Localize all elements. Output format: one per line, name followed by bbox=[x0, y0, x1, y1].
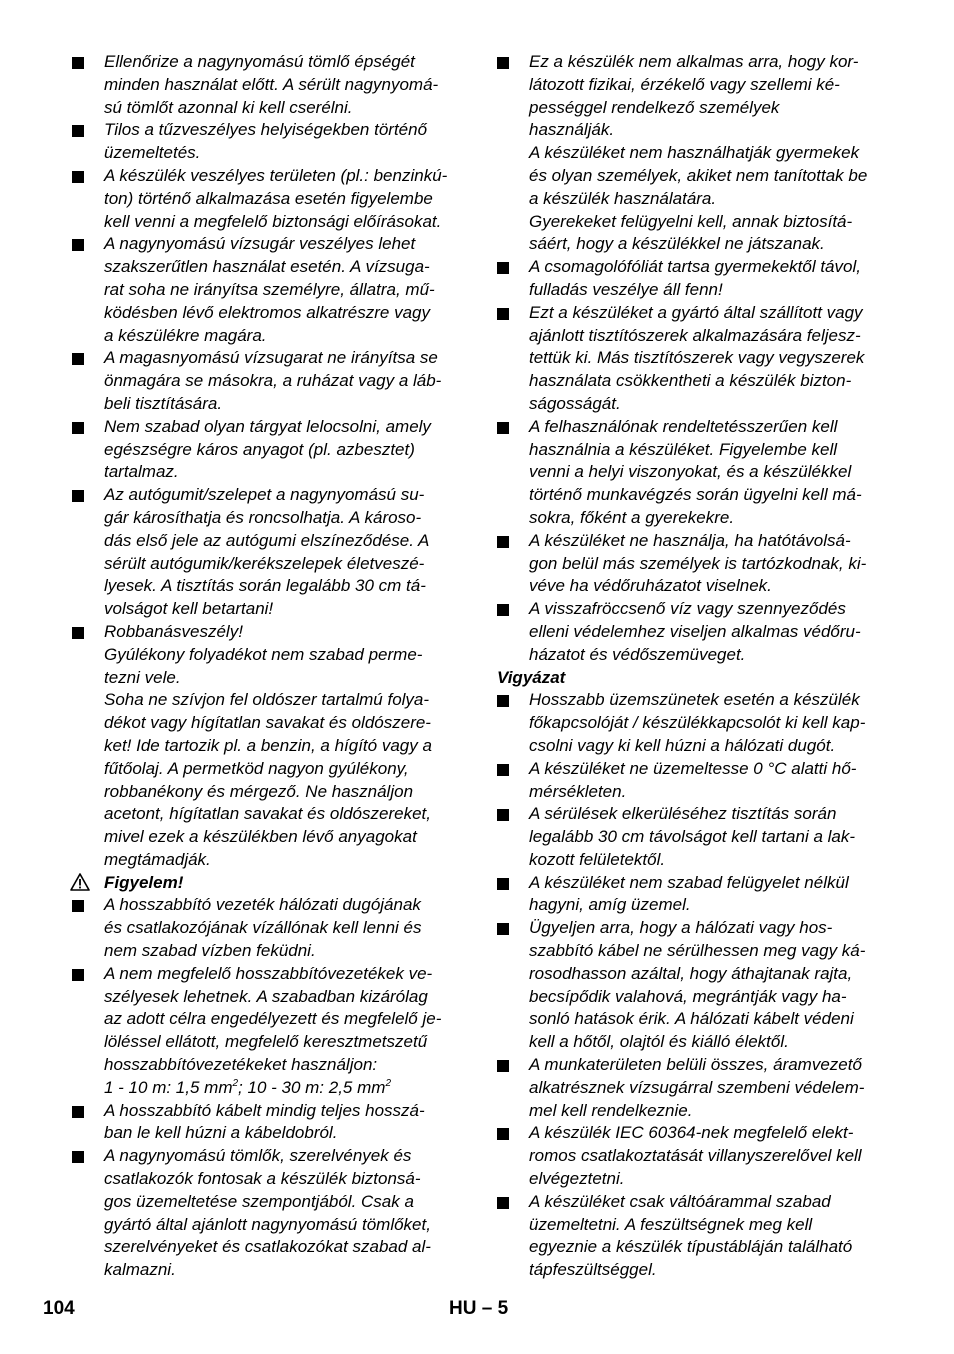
bullet-item bbox=[72, 347, 464, 415]
text-line: romos csatlakoztatását villanyszerelővel kell bbox=[529, 1146, 862, 1166]
text-line: és csatlakozójának vízállónak kell lenni és bbox=[104, 918, 422, 938]
section-heading: Vigyázat bbox=[497, 667, 566, 687]
bullet-item bbox=[497, 530, 891, 598]
bullet-square-icon bbox=[72, 627, 84, 639]
bullet-square-icon bbox=[72, 490, 84, 502]
bullet-item bbox=[497, 872, 891, 918]
text-line: Az autógumit/szelepet a nagynyomású su- bbox=[104, 485, 425, 505]
text-line: A felhasználónak rendeltetésszerűen kell bbox=[529, 416, 838, 436]
bullet-item bbox=[72, 1100, 464, 1146]
text-line: becsípődik valahová, megrántják vagy ha- bbox=[529, 986, 847, 1006]
text-line: sú tömlőt azonnal ki kell cserélni. bbox=[104, 97, 353, 117]
text-line: egyeznie a készülék típustábláján található bbox=[529, 1237, 853, 1257]
text-line: legalább 30 cm távolságot kell tartani a lak- bbox=[529, 827, 856, 847]
text-line: kalmazni. bbox=[104, 1260, 176, 1280]
text-line: házatot és védőszemüveget. bbox=[529, 644, 746, 664]
text-line: főkapcsolóját / készülékkapcsolót ki kell kap- bbox=[529, 713, 866, 733]
bullet-item bbox=[72, 233, 464, 347]
text-line: tettük ki. Más tisztítószerek vagy vegyszerek bbox=[529, 348, 865, 368]
text-line: mivel ezek a készülékben lévő anyagokat bbox=[104, 827, 417, 847]
text-line: rat soha ne irányítsa személyre, állatra, mű- bbox=[104, 279, 435, 299]
bullet-item bbox=[72, 416, 464, 484]
text-line: Gyerekeket felügyelni kell, annak biztosítá- bbox=[529, 211, 853, 231]
text-line: beli tisztítására. bbox=[104, 393, 223, 413]
bullet-item bbox=[72, 165, 464, 233]
bullet-square-icon bbox=[497, 878, 509, 890]
text-line: rosodhasson azáltal, hogy áthajtanak rajta, bbox=[529, 963, 853, 983]
text-line: A készülék veszélyes területen (pl.: benzinkú- bbox=[104, 165, 448, 185]
cable-spec-line bbox=[104, 1077, 464, 1100]
text-line: nem szabad vízben feküdni. bbox=[104, 941, 316, 961]
text-line: A sérülések elkerüléséhez tisztítás során bbox=[529, 804, 837, 824]
text-line: ket! Ide tartozik pl. a benzin, a hígító vagy a bbox=[104, 735, 432, 755]
bullet-square-icon bbox=[72, 57, 84, 69]
text-line: szabbító kábel ne sérülhessen meg vagy ká- bbox=[529, 941, 866, 961]
text-line: dás első jele az autógumi elszíneződése. A bbox=[104, 530, 430, 550]
text-line: csatlakozók fontosak a készülék biztonsá- bbox=[104, 1169, 421, 1189]
bullet-square-icon bbox=[497, 308, 509, 320]
bullet-square-icon bbox=[497, 422, 509, 434]
text-line: Nem szabad olyan tárgyat lelocsolni, amely bbox=[104, 416, 431, 436]
text-line: gár károsíthatja és roncsolhatja. A károso- bbox=[104, 507, 422, 527]
text-line: Ezt a készüléket a gyártó által szállított vagy bbox=[529, 302, 863, 322]
spec-part: 1 - 10 m: 1,5 mm bbox=[104, 1077, 233, 1097]
text-line: alkatrésznek vízsugárral szembeni védelem- bbox=[529, 1077, 865, 1097]
bullet-square-icon bbox=[497, 57, 509, 69]
text-line: használata csökkentheti a készülék bizton- bbox=[529, 371, 852, 391]
text-line: acetont, hígítatlan savakat és oldószereket, bbox=[104, 804, 431, 824]
bullet-square-icon bbox=[72, 900, 84, 912]
text-line: A nagynyomású tömlők, szerelvények és bbox=[104, 1146, 412, 1166]
bullet-item bbox=[72, 621, 464, 872]
spec-part: ; 10 - 30 m: 2,5 mm bbox=[238, 1077, 386, 1097]
bullet-item bbox=[72, 51, 464, 119]
bullet-item bbox=[497, 758, 891, 804]
text-line: A hosszabbító vezeték hálózati dugójának bbox=[104, 895, 421, 915]
text-line: A munkaterületen belüli összes, áramvezető bbox=[529, 1055, 862, 1075]
text-line: Figyelem! bbox=[104, 872, 184, 892]
bullet-square-icon bbox=[497, 1197, 509, 1209]
bullet-item bbox=[72, 1145, 464, 1282]
text-line: sonló hatások érik. A hálózati kábelt védeni bbox=[529, 1009, 854, 1029]
warning-triangle-icon bbox=[70, 873, 90, 891]
text-line: fűtőolaj. A permetköd nagyon gyúlékony, bbox=[104, 758, 409, 778]
bullet-item bbox=[497, 917, 891, 1054]
text-line: Ügyeljen arra, hogy a hálózati vagy hos- bbox=[529, 918, 833, 938]
bullet-item bbox=[497, 1054, 891, 1122]
text-line: venni a helyi viszonyokat, és a készülékkel bbox=[529, 462, 852, 482]
text-line: A készüléket ne üzemeltesse 0 °C alatti hő- bbox=[529, 758, 857, 778]
text-line: A csomagolófóliát tartsa gyermekektől távol, bbox=[529, 257, 861, 277]
text-line: használják. bbox=[529, 120, 615, 140]
text-line: sokra, főként a gyerekekre. bbox=[529, 507, 735, 527]
text-line: A magasnyomású vízsugarat ne irányítsa se bbox=[104, 348, 438, 368]
text-line: Tilos a tűzveszélyes helyiségekben történő bbox=[104, 120, 428, 140]
text-line: mel kell rendelkeznie. bbox=[529, 1100, 693, 1120]
left-column bbox=[72, 51, 464, 1282]
text-line: Robbanásveszély! bbox=[104, 621, 243, 641]
text-line: A készüléket ne használja, ha hatótávolsá- bbox=[529, 530, 851, 550]
text-line: kell a hőtől, olajtól és kiálló élektől. bbox=[529, 1032, 789, 1052]
text-line: ködésben lévő elektromos alkatrészre vagy bbox=[104, 302, 430, 322]
bullet-square-icon bbox=[497, 604, 509, 616]
bullet-square-icon bbox=[497, 695, 509, 707]
text-line: gyártó által ajánlott nagynyomású tömlőket, bbox=[104, 1214, 431, 1234]
bullet-item bbox=[497, 1122, 891, 1190]
bullet-item bbox=[72, 894, 464, 962]
text-line: tartalmaz. bbox=[104, 462, 179, 482]
text-line: sáért, hogy a készülékkel ne játszanak. bbox=[529, 234, 825, 254]
text-line: Gyúlékony folyadékot nem szabad perme- bbox=[104, 644, 423, 664]
text-line: dékot vagy hígítatlan savakat és oldószere- bbox=[104, 713, 431, 733]
bullet-square-icon bbox=[497, 262, 509, 274]
text-line: ságosságát. bbox=[529, 393, 621, 413]
bullet-square-icon bbox=[72, 171, 84, 183]
text-line: egészségre káros anyagot (pl. azbesztet) bbox=[104, 439, 415, 459]
text-line: önmagára se másokra, a ruházat vagy a láb- bbox=[104, 371, 442, 391]
text-line: Hosszabb üzemszünetek esetén a készülék bbox=[529, 690, 860, 710]
text-line: A visszafröccsenő víz vagy szennyeződés bbox=[529, 599, 846, 619]
text-line: hosszabbítóvezetékeket használjon: bbox=[104, 1055, 378, 1075]
text-line: Soha ne szívjon fel oldószer tartalmú folya- bbox=[104, 690, 430, 710]
text-line: Ez a készülék nem alkalmas arra, hogy kor- bbox=[529, 52, 859, 71]
text-line: mérsékleten. bbox=[529, 781, 627, 801]
bullet-item bbox=[497, 51, 891, 256]
text-line: pességgel rendelkező személyek bbox=[529, 97, 780, 117]
text-line: minden használat előtt. A sérült nagynyomá- bbox=[104, 74, 439, 94]
text-line: hagyni, amíg üzemel. bbox=[529, 895, 691, 915]
text-line: A hosszabbító kábelt mindig teljes hosszá- bbox=[104, 1100, 425, 1120]
text-line: és olyan személyek, akiket nem tanítottak be bbox=[529, 165, 868, 185]
warning-heading bbox=[72, 872, 464, 895]
bullet-square-icon bbox=[497, 764, 509, 776]
text-line: a készülék használatára. bbox=[529, 188, 717, 208]
bullet-square-icon bbox=[497, 809, 509, 821]
text-line: ton) történő alkalmazása esetén figyelembe bbox=[104, 188, 433, 208]
bullet-item bbox=[497, 302, 891, 416]
page-number: 104 bbox=[43, 1298, 75, 1319]
bullet-square-icon bbox=[497, 1128, 509, 1140]
text-line: elvégeztetni. bbox=[529, 1169, 625, 1189]
text-line: üzemeltetés. bbox=[104, 143, 201, 163]
bullet-square-icon bbox=[72, 125, 84, 137]
text-line: tápfeszültséggel. bbox=[529, 1260, 657, 1280]
text-line: volságot kell betartani! bbox=[104, 599, 274, 619]
bullet-square-icon bbox=[72, 239, 84, 251]
text-line: kozott felületektől. bbox=[529, 849, 666, 869]
text-line: A készülék IEC 60364-nek megfelelő elekt- bbox=[529, 1123, 854, 1143]
text-line: löléssel ellátott, megfelelő keresztmetszetű bbox=[104, 1032, 428, 1052]
right-column bbox=[497, 51, 891, 1282]
text-line: A nem megfelelő hosszabbítóvezetékek ve- bbox=[104, 963, 433, 983]
spec-superscript: 2 bbox=[385, 1077, 391, 1089]
bullet-square-icon bbox=[497, 923, 509, 935]
bullet-item bbox=[497, 598, 891, 666]
text-line: gos üzemeltetése szempontjából. Csak a bbox=[104, 1191, 414, 1211]
text-line: fulladás veszélye áll fenn! bbox=[529, 279, 723, 299]
text-line: A készüléket nem használhatják gyermekek bbox=[529, 143, 860, 163]
text-line: csolni vagy ki kell húzni a hálózati dugót. bbox=[529, 735, 836, 755]
text-line: A készüléket csak váltóárammal szabad bbox=[529, 1191, 831, 1211]
text-line: szerelvényeket és csatlakozókat szabad al- bbox=[104, 1237, 431, 1257]
text-line: ban le kell húzni a kábeldobról. bbox=[104, 1123, 338, 1143]
bullet-square-icon bbox=[72, 353, 84, 365]
text-line: Ellenőrize a nagynyomású tömlő épségét bbox=[104, 52, 415, 71]
bullet-square-icon bbox=[72, 1106, 84, 1118]
text-line: látozott fizikai, érzékelő vagy szellemi ké- bbox=[529, 74, 840, 94]
text-line: üzemeltetni. A feszültségnek meg kell bbox=[529, 1214, 813, 1234]
text-line: szakszerűtlen használat esetén. A vízsuga- bbox=[104, 257, 430, 277]
text-line: véve ha védőruházatot viselnek. bbox=[529, 576, 772, 596]
bullet-item bbox=[72, 119, 464, 165]
text-line: gon belül más személyek is tartózkodnak, ki- bbox=[529, 553, 867, 573]
text-line: szélyesek lehetnek. A szabadban kizárólag bbox=[104, 986, 428, 1006]
text-line: ajánlott tisztítószerek alkalmazására feljesz- bbox=[529, 325, 861, 345]
text-line: a készülékre magára. bbox=[104, 325, 267, 345]
bullet-item bbox=[72, 963, 464, 1100]
section-label: HU – 5 bbox=[449, 1298, 509, 1319]
spec-superscript: 2 bbox=[232, 1077, 239, 1089]
text-line: A készüléket nem szabad felügyelet nélkül bbox=[529, 872, 849, 892]
bullet-square-icon bbox=[72, 969, 84, 981]
text-line: lyesek. A tisztítás során legalább 30 cm tá- bbox=[104, 576, 426, 596]
bullet-item bbox=[72, 484, 464, 621]
text-line: robbanékony és mérgező. Ne használjon bbox=[104, 781, 414, 801]
bullet-item bbox=[497, 256, 891, 302]
text-line: megtámadják. bbox=[104, 849, 211, 869]
text-line: történő munkavégzés során ügyelni kell má- bbox=[529, 485, 862, 505]
bullet-item bbox=[497, 1191, 891, 1282]
text-line: használnia a készüléket. Figyelembe kell bbox=[529, 439, 838, 459]
bullet-item bbox=[497, 416, 891, 530]
text-line: sérült autógumik/kerékszelepek életveszé- bbox=[104, 553, 425, 573]
bullet-item bbox=[497, 803, 891, 871]
bullet-item bbox=[497, 689, 891, 757]
text-line: A nagynyomású vízsugár veszélyes lehet bbox=[104, 234, 416, 254]
text-line: elleni védelemhez viseljen alkalmas védőru- bbox=[529, 621, 861, 641]
bullet-square-icon bbox=[72, 422, 84, 434]
bullet-square-icon bbox=[497, 1060, 509, 1072]
bullet-square-icon bbox=[497, 536, 509, 548]
text-line: az adott célra engedélyezett és megfelelő je- bbox=[104, 1009, 442, 1029]
text-line: kell venni a megfelelő biztonsági előírásokat. bbox=[104, 211, 442, 231]
text-line: tezni vele. bbox=[104, 667, 181, 687]
bullet-square-icon bbox=[72, 1151, 84, 1163]
